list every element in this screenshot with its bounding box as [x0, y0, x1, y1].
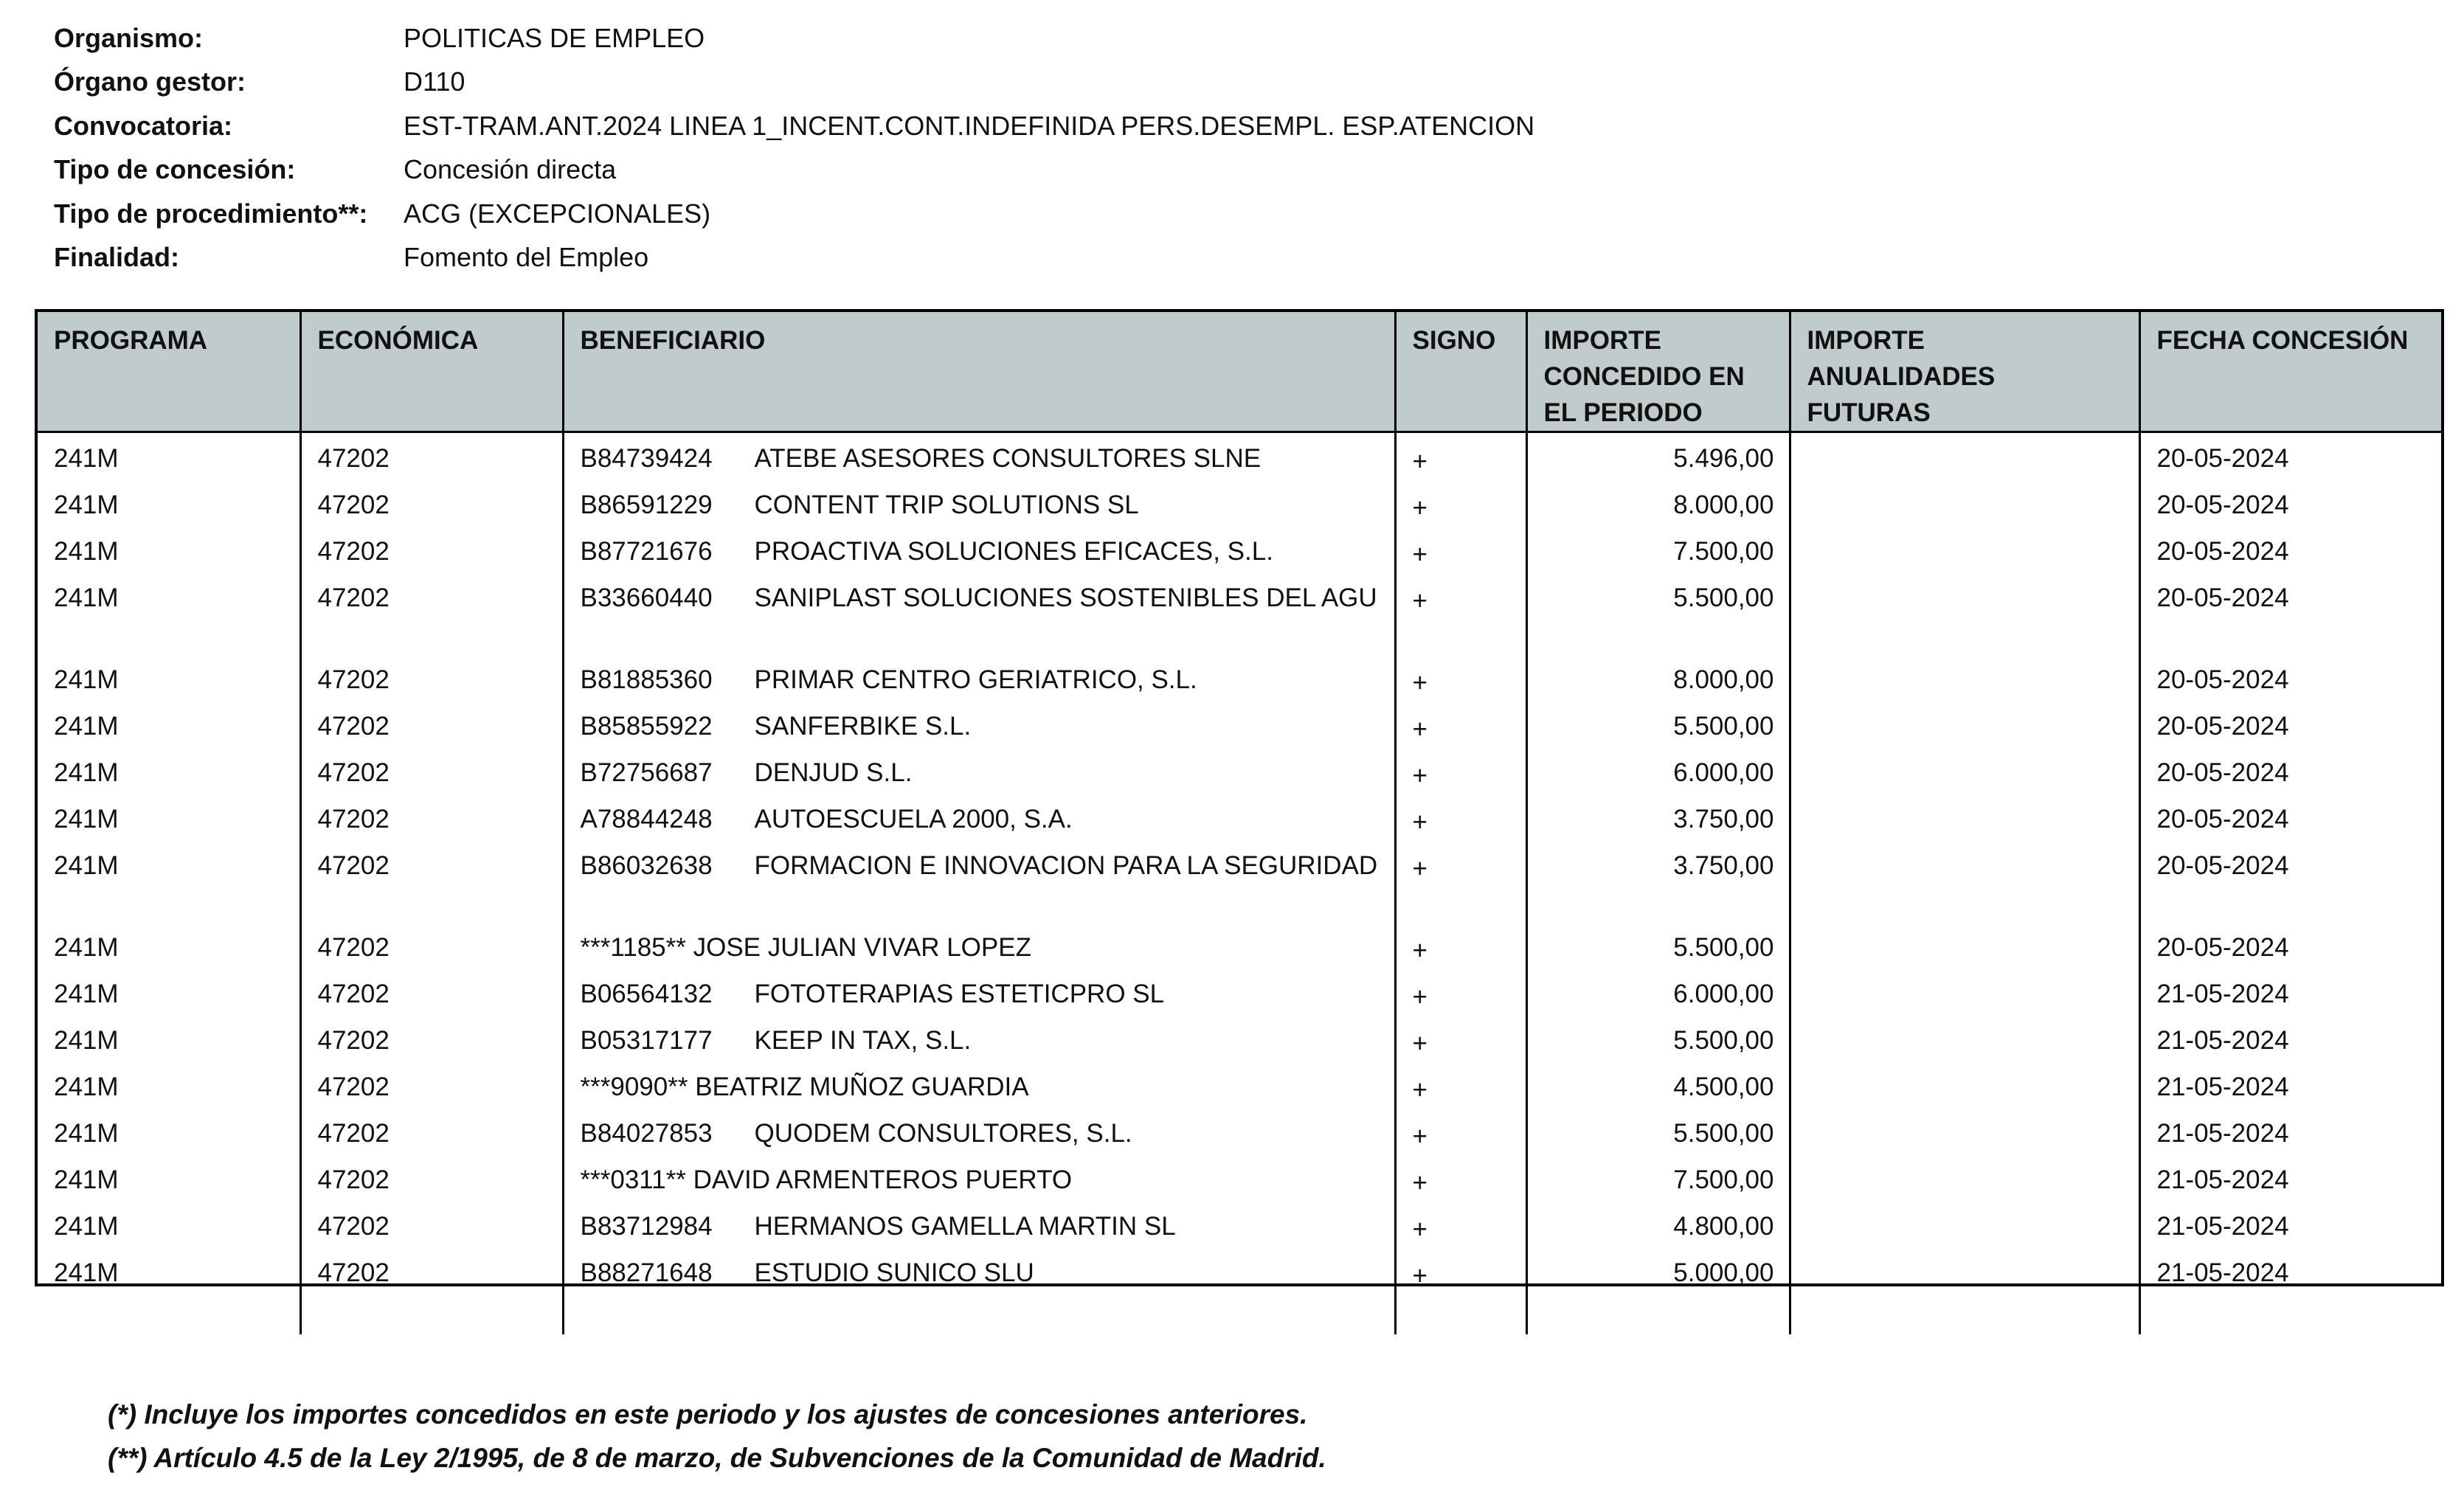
cell-importe: 8.000,00: [1526, 654, 1790, 701]
cell-beneficiario: [563, 479, 1395, 526]
beneficiary-nif: B85855922: [580, 712, 713, 741]
cell-programa: 241M: [38, 572, 300, 654]
empty-cell: [1526, 1294, 1790, 1334]
beneficiary-nif: B81885360: [580, 665, 713, 694]
cell-programa: 241M: [38, 479, 300, 526]
cell-fecha: 20-05-2024: [2156, 758, 2289, 787]
cell-anualidades: [1790, 1201, 2139, 1247]
cell-beneficiario: [563, 922, 1395, 968]
beneficiary-nif: ***9090**: [580, 1073, 688, 1101]
table-row: [38, 572, 2441, 654]
cell-beneficiario: [563, 1015, 1395, 1061]
cell-economica: 47202: [300, 968, 563, 1015]
empty-cell: [1790, 1294, 2139, 1334]
beneficiary-nif: B84027853: [580, 1119, 713, 1148]
cell-fecha: 20-05-2024: [2156, 851, 2289, 880]
cell-importe: 5.500,00: [1526, 1108, 1790, 1154]
cell-economica: 47202: [300, 526, 563, 572]
meta-label: Convocatoria:: [54, 110, 233, 141]
cell-beneficiario: [563, 968, 1395, 1015]
meta-row: [54, 192, 1534, 236]
cell-signo: +: [1395, 572, 1526, 654]
cell-economica: 47202: [300, 432, 563, 480]
table-row: [38, 654, 2441, 701]
beneficiary-name: ESTUDIO SUNICO SLU: [754, 1258, 1034, 1287]
beneficiary-name: FORMACION E INNOVACION PARA LA SEGURIDAD: [754, 851, 1378, 880]
beneficiary-nif: ***1185**: [580, 933, 686, 962]
cell-programa: 241M: [38, 1015, 300, 1061]
cell-signo: +: [1395, 968, 1526, 1015]
footnotes: [108, 1393, 1326, 1480]
cell-programa: 241M: [38, 1108, 300, 1154]
table-row: [38, 479, 2441, 526]
meta-label: Órgano gestor:: [54, 66, 246, 97]
cell-anualidades: [1790, 654, 2139, 701]
table-filler-row: [38, 1294, 2441, 1334]
beneficiary-nif: B84739424: [580, 444, 713, 473]
footnote-1: (*) Incluye los importes concedidos en este periodo y los ajustes de concesiones anteriores.: [108, 1399, 1308, 1430]
cell-economica: 47202: [300, 1201, 563, 1247]
cell-programa: 241M: [38, 794, 300, 840]
beneficiary-name: SANIPLAST SOLUCIONES SOSTENIBLES DEL AGU: [754, 583, 1377, 612]
cell-importe: 5.500,00: [1526, 1015, 1790, 1061]
cell-fecha: 20-05-2024: [2156, 491, 2289, 519]
table-header-row: [38, 312, 2441, 432]
meta-label: Tipo de procedimiento**:: [54, 198, 368, 229]
cell-anualidades: [1790, 526, 2139, 572]
cell-fecha: 21-05-2024: [2156, 1165, 2289, 1194]
beneficiary-nif: B33660440: [580, 583, 713, 612]
beneficiary-nif: B88271648: [580, 1258, 713, 1287]
cell-signo: +: [1395, 794, 1526, 840]
cell-importe: 5.000,00: [1526, 1247, 1790, 1294]
table-row: [38, 432, 2441, 480]
cell-beneficiario: [563, 701, 1395, 747]
meta-label: Tipo de concesión:: [54, 154, 296, 185]
beneficiary-name: DENJUD S.L.: [754, 758, 913, 787]
table-row: [38, 840, 2441, 922]
cell-signo: +: [1395, 479, 1526, 526]
cell-economica: 47202: [300, 654, 563, 701]
beneficiary-name: CONTENT TRIP SOLUTIONS SL: [754, 491, 1139, 519]
meta-value: POLITICAS DE EMPLEO: [404, 22, 705, 53]
header-anual-line3: FUTURAS: [1807, 398, 1931, 427]
cell-signo: +: [1395, 1015, 1526, 1061]
beneficiary-name: HERMANOS GAMELLA MARTIN SL: [754, 1212, 1176, 1241]
cell-fecha: 21-05-2024: [2156, 1258, 2289, 1287]
cell-fecha: 21-05-2024: [2156, 1073, 2289, 1101]
beneficiary-name: QUODEM CONSULTORES, S.L.: [754, 1119, 1132, 1148]
cell-fecha: 21-05-2024: [2156, 1026, 2289, 1055]
cell-signo: +: [1395, 1108, 1526, 1154]
meta-row: [54, 104, 1534, 148]
meta-value: Concesión directa: [404, 154, 617, 185]
cell-importe: 4.800,00: [1526, 1201, 1790, 1247]
beneficiary-name: PRIMAR CENTRO GERIATRICO, S.L.: [754, 665, 1197, 694]
cell-beneficiario: [563, 526, 1395, 572]
cell-programa: 241M: [38, 1061, 300, 1108]
meta-row: [54, 236, 1534, 280]
header-importe-anualidades: [1790, 312, 2139, 432]
cell-beneficiario: [563, 1201, 1395, 1247]
metadata-table: [54, 16, 1534, 280]
cell-fecha: 20-05-2024: [2156, 933, 2289, 962]
meta-row: [54, 60, 1534, 105]
cell-anualidades: [1790, 1154, 2139, 1201]
cell-importe: 5.500,00: [1526, 922, 1790, 968]
header-fecha-concesion: FECHA CONCESIÓN: [2139, 312, 2441, 432]
cell-anualidades: [1790, 922, 2139, 968]
table-row: [38, 1247, 2441, 1294]
header-importe-line3: EL PERIODO: [1543, 398, 1703, 427]
cell-programa: 241M: [38, 968, 300, 1015]
cell-anualidades: [1790, 572, 2139, 654]
cell-signo: +: [1395, 654, 1526, 701]
cell-importe: 6.000,00: [1526, 747, 1790, 794]
cell-fecha: 21-05-2024: [2156, 1119, 2289, 1148]
table-row: [38, 1015, 2441, 1061]
cell-economica: 47202: [300, 747, 563, 794]
header-programa: PROGRAMA: [38, 312, 300, 432]
cell-importe: 8.000,00: [1526, 479, 1790, 526]
cell-importe: 6.000,00: [1526, 968, 1790, 1015]
empty-cell: [2139, 1294, 2441, 1334]
cell-beneficiario: [563, 840, 1395, 922]
header-importe-concedido: [1526, 312, 1790, 432]
beneficiary-name: JOSE JULIAN VIVAR LOPEZ: [693, 933, 1031, 962]
meta-value: D110: [404, 66, 466, 97]
cell-fecha: 20-05-2024: [2156, 805, 2289, 834]
cell-signo: +: [1395, 701, 1526, 747]
cell-signo: +: [1395, 432, 1526, 480]
cell-economica: 47202: [300, 701, 563, 747]
cell-anualidades: [1790, 1061, 2139, 1108]
cell-programa: 241M: [38, 840, 300, 922]
cell-signo: +: [1395, 840, 1526, 922]
beneficiary-nif: B72756687: [580, 758, 713, 787]
cell-economica: 47202: [300, 1061, 563, 1108]
meta-value: Fomento del Empleo: [404, 242, 649, 273]
cell-programa: 241M: [38, 922, 300, 968]
meta-label: Finalidad:: [54, 242, 179, 273]
cell-beneficiario: [563, 794, 1395, 840]
table-row: [38, 1061, 2441, 1108]
cell-fecha: 20-05-2024: [2156, 537, 2289, 566]
beneficiary-nif: B87721676: [580, 537, 713, 566]
cell-beneficiario: [563, 747, 1395, 794]
cell-programa: 241M: [38, 747, 300, 794]
cell-signo: +: [1395, 922, 1526, 968]
cell-anualidades: [1790, 747, 2139, 794]
beneficiary-name: PROACTIVA SOLUCIONES EFICACES, S.L.: [754, 537, 1273, 566]
cell-anualidades: [1790, 794, 2139, 840]
beneficiary-nif: ***0311**: [580, 1165, 686, 1194]
beneficiary-name: FOTOTERAPIAS ESTETICPRO SL: [754, 980, 1165, 1008]
beneficiary-name: SANFERBIKE S.L.: [754, 712, 972, 741]
header-signo: SIGNO: [1395, 312, 1526, 432]
cell-economica: 47202: [300, 479, 563, 526]
cell-programa: 241M: [38, 432, 300, 480]
cell-fecha: 21-05-2024: [2156, 1212, 2289, 1241]
cell-economica: 47202: [300, 794, 563, 840]
meta-label: Organismo:: [54, 22, 204, 53]
cell-importe: 5.500,00: [1526, 572, 1790, 654]
table-row: [38, 1201, 2441, 1247]
cell-importe: 5.500,00: [1526, 701, 1790, 747]
cell-programa: 241M: [38, 1154, 300, 1201]
cell-programa: 241M: [38, 1201, 300, 1247]
cell-signo: +: [1395, 1247, 1526, 1294]
cell-economica: 47202: [300, 572, 563, 654]
cell-fecha: 20-05-2024: [2156, 583, 2289, 612]
cell-anualidades: [1790, 1108, 2139, 1154]
cell-programa: 241M: [38, 526, 300, 572]
cell-economica: 47202: [300, 1015, 563, 1061]
cell-anualidades: [1790, 432, 2139, 480]
cell-beneficiario: [563, 1061, 1395, 1108]
cell-signo: +: [1395, 1154, 1526, 1201]
cell-importe: 7.500,00: [1526, 526, 1790, 572]
table-row: [38, 794, 2441, 840]
cell-beneficiario: [563, 654, 1395, 701]
cell-fecha: 20-05-2024: [2156, 712, 2289, 741]
cell-beneficiario: [563, 1154, 1395, 1201]
header-importe-line2: CONCEDIDO EN: [1543, 362, 1745, 391]
beneficiary-name: AUTOESCUELA 2000, S.A.: [754, 805, 1073, 834]
table-row: [38, 968, 2441, 1015]
cell-signo: +: [1395, 747, 1526, 794]
header-anual-line2: ANUALIDADES: [1807, 362, 1996, 391]
header-economica: ECONÓMICA: [300, 312, 563, 432]
footnote-2: (**) Artículo 4.5 de la Ley 2/1995, de 8 de marzo, de Subvenciones de la Comunidad de Madrid.: [108, 1443, 1326, 1473]
cell-beneficiario: [563, 1108, 1395, 1154]
cell-beneficiario: [563, 432, 1395, 480]
cell-programa: 241M: [38, 701, 300, 747]
cell-signo: +: [1395, 526, 1526, 572]
cell-economica: 47202: [300, 1154, 563, 1201]
cell-programa: 241M: [38, 1247, 300, 1294]
table-row: [38, 1154, 2441, 1201]
cell-signo: +: [1395, 1061, 1526, 1108]
header-importe-line1: IMPORTE: [1543, 326, 1661, 355]
cell-importe: 7.500,00: [1526, 1154, 1790, 1201]
cell-economica: 47202: [300, 840, 563, 922]
cell-fecha: 20-05-2024: [2156, 665, 2289, 694]
empty-cell: [563, 1294, 1395, 1334]
beneficiary-name: DAVID ARMENTEROS PUERTO: [693, 1165, 1073, 1194]
meta-row: [54, 148, 1534, 193]
beneficiary-name: ATEBE ASESORES CONSULTORES SLNE: [754, 444, 1262, 473]
meta-value: ACG (EXCEPCIONALES): [404, 198, 711, 229]
beneficiary-nif: A78844248: [580, 805, 713, 834]
cell-signo: +: [1395, 1201, 1526, 1247]
empty-cell: [38, 1294, 300, 1334]
cell-economica: 47202: [300, 1247, 563, 1294]
empty-cell: [300, 1294, 563, 1334]
table-row: [38, 922, 2441, 968]
cell-anualidades: [1790, 479, 2139, 526]
cell-importe: 5.496,00: [1526, 432, 1790, 480]
cell-economica: 47202: [300, 922, 563, 968]
cell-fecha: 21-05-2024: [2156, 980, 2289, 1008]
cell-anualidades: [1790, 968, 2139, 1015]
cell-anualidades: [1790, 1015, 2139, 1061]
header-beneficiario: BENEFICIARIO: [563, 312, 1395, 432]
cell-anualidades: [1790, 1247, 2139, 1294]
beneficiary-nif: B05317177: [580, 1026, 713, 1055]
beneficiary-nif: B83712984: [580, 1212, 713, 1241]
table-row: [38, 1108, 2441, 1154]
concessions-table: [35, 309, 2444, 1290]
beneficiary-name: BEATRIZ MUÑOZ GUARDIA: [695, 1073, 1029, 1101]
meta-value: EST-TRAM.ANT.2024 LINEA 1_INCENT.CONT.INDEFINIDA PERS.DESEMPL. ESP.ATENCION: [404, 110, 1535, 141]
cell-anualidades: [1790, 701, 2139, 747]
cell-beneficiario: [563, 1247, 1395, 1294]
beneficiary-nif: B86591229: [580, 491, 713, 519]
cell-programa: 241M: [38, 654, 300, 701]
table-row: [38, 526, 2441, 572]
beneficiary-nif: B86032638: [580, 851, 713, 880]
cell-anualidades: [1790, 840, 2139, 922]
meta-row: [54, 16, 1534, 60]
beneficiary-name: KEEP IN TAX, S.L.: [754, 1026, 972, 1055]
cell-importe: 4.500,00: [1526, 1061, 1790, 1108]
table-row: [38, 747, 2441, 794]
cell-importe: 3.750,00: [1526, 840, 1790, 922]
cell-beneficiario: [563, 572, 1395, 654]
cell-importe: 3.750,00: [1526, 794, 1790, 840]
cell-fecha: 20-05-2024: [2156, 444, 2289, 473]
empty-cell: [1395, 1294, 1526, 1334]
header-anual-line1: IMPORTE: [1807, 326, 1925, 355]
beneficiary-nif: B06564132: [580, 980, 713, 1008]
cell-economica: 47202: [300, 1108, 563, 1154]
table-row: [38, 701, 2441, 747]
